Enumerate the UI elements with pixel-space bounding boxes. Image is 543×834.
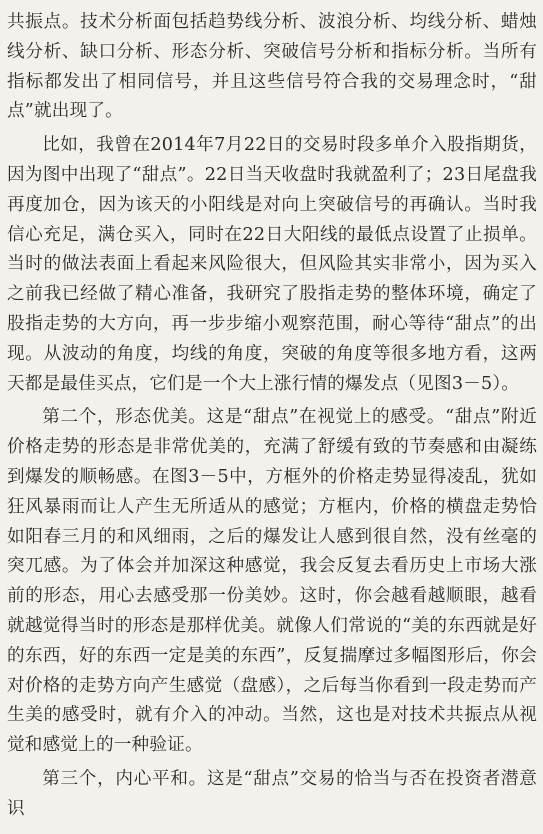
paragraph-example-2014: 比如，我曾在2014年7月22日的交易时段多单介入股指期货，因为图中出现了“甜点”。22日当天收盘时我就盈利了；23日尾盘我再度加仓，因为该天的小阳线是对向上突破信号的再确认。当时我信心充足，满仓买入，同时在22日大阳线的最低点设置了止损单。当时的做法表面上看起来风险很大，但风险其实非常小，因为买入之前我已经做了精心准备，我研究了股指走势的整体环境，确定了股指走势的大方向，再一步步缩小观察范围，耐心等待“甜点”的出现。从波动的角度，均线的角度，突破的角度等很多地方看，这两天都是最佳买点，它们是一个大上涨行情的爆发点（见图3－5）。 <box>7 135 537 394</box>
paragraph-technical-analysis: 共振点。技术分析面包括趋势线分析、波浪分析、均线分析、蜡烛线分析、缺口分析、形态分析、突破信号分析和指标分析。当所有指标都发出了相同信号，并且这些信号符合我的交易理念时，“甜点”就出现了。 <box>7 12 537 122</box>
paragraph-second-beautiful-pattern: 第二个，形态优美。这是“甜点”在视觉上的感受。“甜点”附近价格走势的形态是非常优美的，充满了舒缓有致的节奏感和由凝练到爆发的顺畅感。在图3－5中，方框外的价格走势显得凌乱，犹如狂风暴雨而让人产生无所适从的感觉；方框内，价格的横盘走势恰如阳春三月的和风细雨，之后的爆发让人感到很自然，没有丝毫的突兀感。为了体会并加深这种感觉，我会反复去看历史上市场大涨前的形态，用心去感受那一份美妙。这时，你会越看越顺眼，越看就越觉得当时的形态是那样优美。就像人们常说的“美的东西就是好的东西，好的东西一定是美的东西”，反复揣摩过多幅图形后，你会对价格的走势方向产生感觉（盘感），之后每当你看到一段走势而产生美的感受时，就有介入的冲动。当然，这也是对技术共振点从视觉和感觉上的一种验证。 <box>7 407 537 756</box>
paragraph-third-inner-peace: 第三个，内心平和。这是“甜点”交易的恰当与否在投资者潜意识 <box>7 768 537 819</box>
